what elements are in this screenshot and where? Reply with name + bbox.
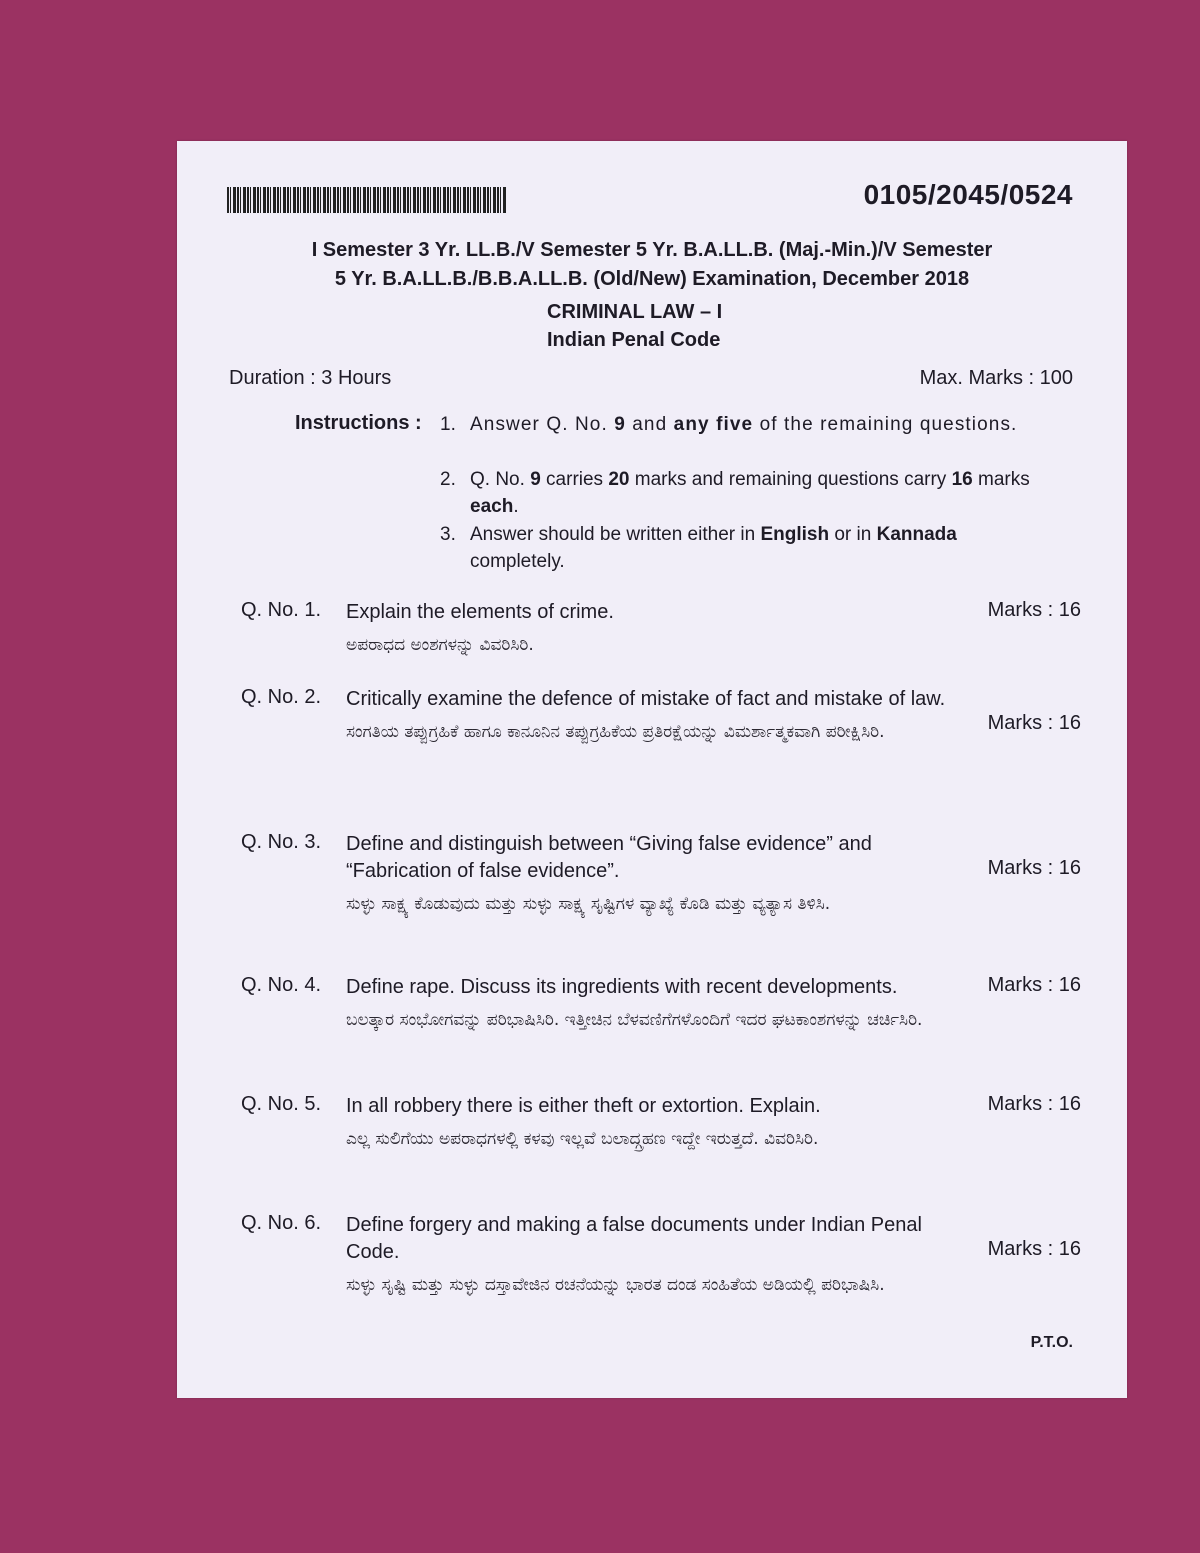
question-text-en: Define forgery and making a false documents under Indian Penal Code. <box>346 1214 922 1263</box>
question-marks: Marks : 16 <box>987 599 1081 621</box>
question-marks: Marks : 16 <box>987 857 1081 879</box>
subject-title: CRIMINAL LAW – I <box>547 301 723 323</box>
instruction-text: Answer should be written either in English or in Kannada completely. <box>470 524 957 572</box>
question-number: Q. No. 2. <box>241 686 322 708</box>
exam-paper <box>177 141 1127 1398</box>
question-text-kn: ಅಪರಾಧದ ಅಂಶಗಳನ್ನು ವಿವರಿಸಿರಿ. <box>346 635 534 655</box>
question-text-en: Define rape. Discuss its ingredients with recent developments. <box>346 976 898 998</box>
question-text-kn: ಸುಳ್ಳು ಸೃಷ್ಟಿ ಮತ್ತು ಸುಳ್ಳು ದಸ್ತಾವೇಜಿನ ರಚನೆಯನ್ನು ಭಾರತ ದಂಡ ಸಂಹಿತೆಯ ಅಡಿಯಲ್ಲಿ ಪರಿಭಾಷಿಸಿ. <box>346 1275 885 1295</box>
max-marks: Max. Marks : 100 <box>919 367 1073 389</box>
instruction-number: 2. <box>440 469 456 490</box>
header-line-1: I Semester 3 Yr. LL.B./V Semester 5 Yr. B.A.LL.B. (Maj.-Min.)/V Semester <box>311 239 993 261</box>
barcode <box>227 187 507 213</box>
question-text-en: Critically examine the defence of mistake of fact and mistake of law. <box>346 688 946 710</box>
pto-label: P.T.O. <box>1030 1334 1073 1351</box>
question-number: Q. No. 6. <box>241 1212 322 1234</box>
paper-title: Indian Penal Code <box>547 329 721 351</box>
question-number: Q. No. 4. <box>241 974 322 996</box>
question-text-en: In all robbery there is either theft or extortion. Explain. <box>346 1095 821 1117</box>
instructions-label: Instructions : <box>295 412 422 434</box>
question-number: Q. No. 5. <box>241 1093 322 1115</box>
question-text-kn: ಬಲತ್ಕಾರ ಸಂಭೋಗವನ್ನು ಪರಿಭಾಷಿಸಿರಿ. ಇತ್ತೀಚಿನ ಬೆಳವಣಿಗೆಗಳೊಂದಿಗೆ ಇದರ ಘಟಕಾಂಶಗಳನ್ನು ಚರ್ಚಿಸಿರಿ. <box>346 1010 923 1030</box>
question-marks: Marks : 16 <box>987 712 1081 734</box>
question-marks: Marks : 16 <box>987 1238 1081 1260</box>
instruction-item <box>440 411 1035 438</box>
question-text-en: Explain the elements of crime. <box>346 601 614 623</box>
question-text-kn: ಸುಳ್ಳು ಸಾಕ್ಷ್ಯ ಕೊಡುವುದು ಮತ್ತು ಸುಳ್ಳು ಸಾಕ್ಷ್ಯ ಸೃಷ್ಟಿಗಳ ವ್ಯಾಖ್ಯೆ ಕೊಡಿ ಮತ್ತು ವ್ಯತ್ಯಾಸ ತಿಳಿಸಿ. <box>346 894 831 914</box>
header-line-2: 5 Yr. B.A.LL.B./B.B.A.LL.B. (Old/New) Examination, December 2018 <box>334 268 970 290</box>
question-marks: Marks : 16 <box>987 974 1081 996</box>
question-text-kn: ಎಲ್ಲ ಸುಲಿಗೆಯು ಅಪರಾಧಗಳಲ್ಲಿ ಕಳವು ಇಲ್ಲವೆ ಬಲಾದ್ಗ್ರಹಣ ಇದ್ದೇ ಇರುತ್ತದೆ. ವಿವರಿಸಿರಿ. <box>346 1129 819 1149</box>
question-number: Q. No. 3. <box>241 831 322 853</box>
instruction-item <box>440 466 1035 520</box>
paper-code: 0105/2045/0524 <box>863 179 1073 210</box>
instruction-item <box>440 521 1035 575</box>
question-number: Q. No. 1. <box>241 599 322 621</box>
instruction-number: 3. <box>440 524 456 545</box>
question-text-en: Define and distinguish between “Giving false evidence” and “Fabrication of false evidence”. <box>346 833 872 882</box>
instruction-text: Answer Q. No. 9 and any five of the remaining questions. <box>470 414 1018 435</box>
instruction-number: 1. <box>440 414 456 435</box>
duration: Duration : 3 Hours <box>229 367 392 389</box>
question-marks: Marks : 16 <box>987 1093 1081 1115</box>
instruction-text: Q. No. 9 carries 20 marks and remaining questions carry 16 marks each. <box>470 469 1030 517</box>
question-text-kn: ಸಂಗತಿಯ ತಪ್ಪುಗ್ರಹಿಕೆ ಹಾಗೂ ಕಾನೂನಿನ ತಪ್ಪುಗ್ರಹಿಕೆಯ ಪ್ರತಿರಕ್ಷೆಯನ್ನು ವಿಮರ್ಶಾತ್ಮಕವಾಗಿ ಪರೀಕ್ಷಿಸಿರಿ. <box>346 722 885 742</box>
